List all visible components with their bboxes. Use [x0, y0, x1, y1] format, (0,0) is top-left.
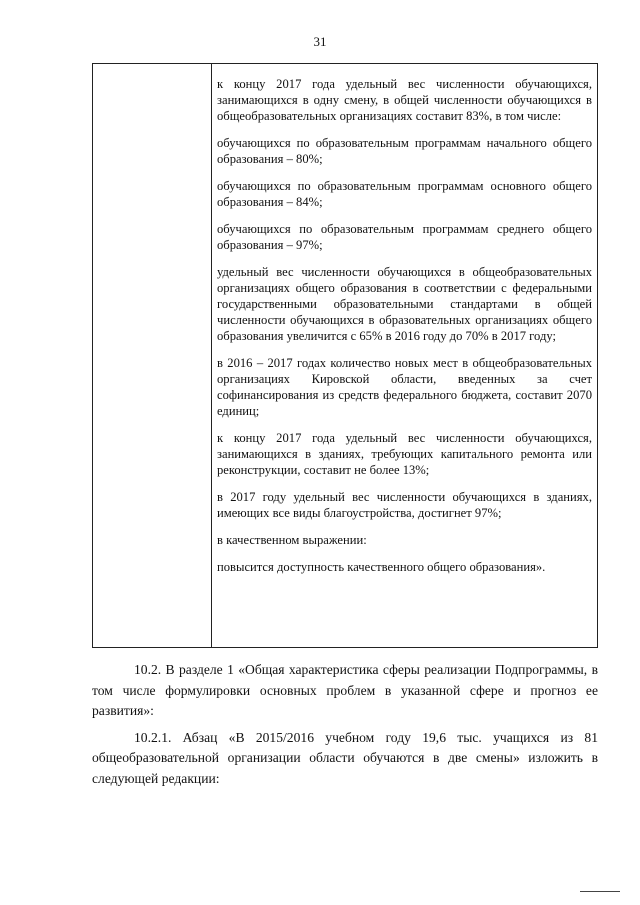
table-paragraph: в 2016 – 2017 годах количество новых мест в общеобразовательных организациях Кировской области, введенных за счет софинансирования из средств федерального бюджета, составит 2070 единиц; [217, 356, 592, 418]
content-table [92, 63, 598, 648]
table-paragraph: обучающихся по образовательным программам основного общего образования – 84%; [217, 179, 592, 209]
table-paragraph: к концу 2017 года удельный вес численности обучающихся, занимающихся в одну смену, в общей численности обучающихся в общеобразовательных организациях составит 83%, в том числе: [217, 77, 592, 123]
table-paragraph: в качественном выражении: [217, 533, 367, 547]
page-number: 31 [313, 34, 327, 49]
table-paragraph: повысится доступность качественного общего образования». [217, 560, 546, 574]
body-text [92, 660, 598, 795]
table-paragraph: к концу 2017 года удельный вес численности обучающихся, занимающихся в зданиях, требующих капитального ремонта или реконструкции, составит не более 13%; [217, 431, 592, 477]
table-paragraph: удельный вес численности обучающихся в общеобразовательных организациях общего образования в соответствии с федеральными государственными образовательными стандартами в общей численности обучающихся в образовательных организациях общего образования увеличится с 65% в 2016 году до 70% в 2017 году; [217, 265, 592, 343]
footer-mark [580, 891, 620, 892]
table-cell-content [212, 64, 597, 647]
section-paragraph: 10.2.1. Абзац «В 2015/2016 учебном году 19,6 тыс. учащихся из 81 общеобразовательной организации области обучаются в две смены» изложить в следующей редакции: [92, 729, 598, 786]
table-paragraph: обучающихся по образовательным программам среднего общего образования – 97%; [217, 222, 592, 252]
section-paragraph: 10.2. В разделе 1 «Общая характеристика сферы реализации Подпрограммы, в том числе формулировки основных проблем в указанной сфере и прогноз ее развития»: [92, 662, 598, 718]
table-paragraph: обучающихся по образовательным программам начального общего образования – 80%; [217, 136, 592, 166]
table-paragraph: в 2017 году удельный вес численности обучающихся в зданиях, имеющих все виды благоустройства, достигнет 97%; [217, 490, 592, 520]
